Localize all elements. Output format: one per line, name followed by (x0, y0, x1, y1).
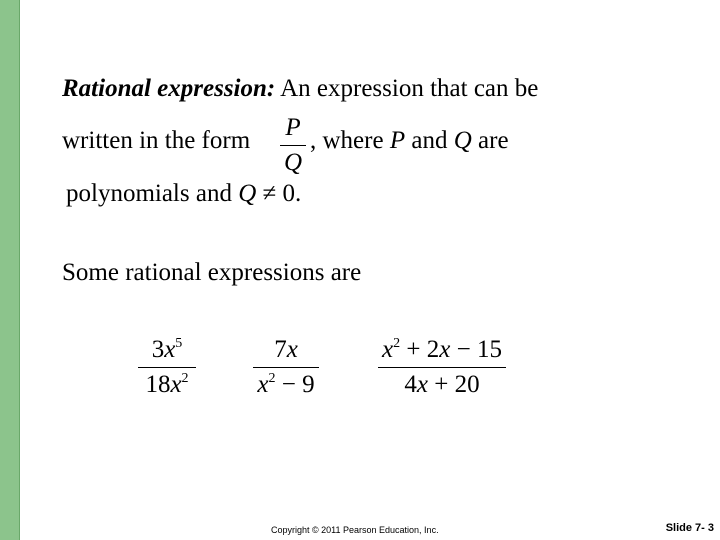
example-fraction-2 (253, 336, 319, 399)
example-3-bar (378, 367, 506, 368)
example-fraction-1 (138, 336, 196, 399)
example-1-denominator: $18x^2$ (145, 371, 189, 398)
examples-heading: Some rational expressions are (62, 259, 362, 286)
example-2-denominator: $x^2 - 9$ (257, 371, 315, 398)
example-1-numerator: $3x^5$ (151, 336, 183, 363)
fraction-p-over-q (280, 114, 306, 177)
example-3-denominator: 4x + 20 (404, 371, 480, 398)
definition-text-where: , where (310, 127, 390, 154)
definition-line-3 (66, 179, 301, 209)
definition-line-2 (62, 126, 250, 156)
definition-line-1 (62, 74, 538, 104)
definition-text-are: are (471, 127, 509, 154)
fraction-denominator: Q (283, 149, 303, 176)
definition-line-2-rest (310, 126, 509, 156)
var-q-2: Q (238, 180, 257, 207)
copyright-text: Copyright © 2011 Pearson Education, Inc. (271, 525, 439, 535)
definition-text-and: and (405, 127, 454, 154)
sidebar-accent-bar (0, 0, 20, 540)
definition-text-polynomials: polynomials and (66, 180, 239, 207)
example-1-bar (138, 367, 196, 368)
definition-text-neq: ≠ 0. (256, 180, 302, 207)
var-p: P (389, 127, 406, 154)
definition-term: Rational expression: (62, 75, 276, 102)
slide-number: Slide 7- 3 (665, 522, 714, 534)
definition-text-2a: written in the form (62, 127, 251, 154)
fraction-numerator: P (285, 114, 301, 141)
var-q: Q (453, 127, 472, 154)
example-3-numerator: $x^2 + 2x - 15$ (382, 336, 502, 363)
fraction-bar (280, 145, 306, 146)
definition-text-1: An expression that can be (275, 75, 539, 102)
example-fraction-3 (378, 336, 506, 399)
example-2-bar (253, 367, 319, 368)
example-2-numerator: 7x (274, 336, 298, 363)
